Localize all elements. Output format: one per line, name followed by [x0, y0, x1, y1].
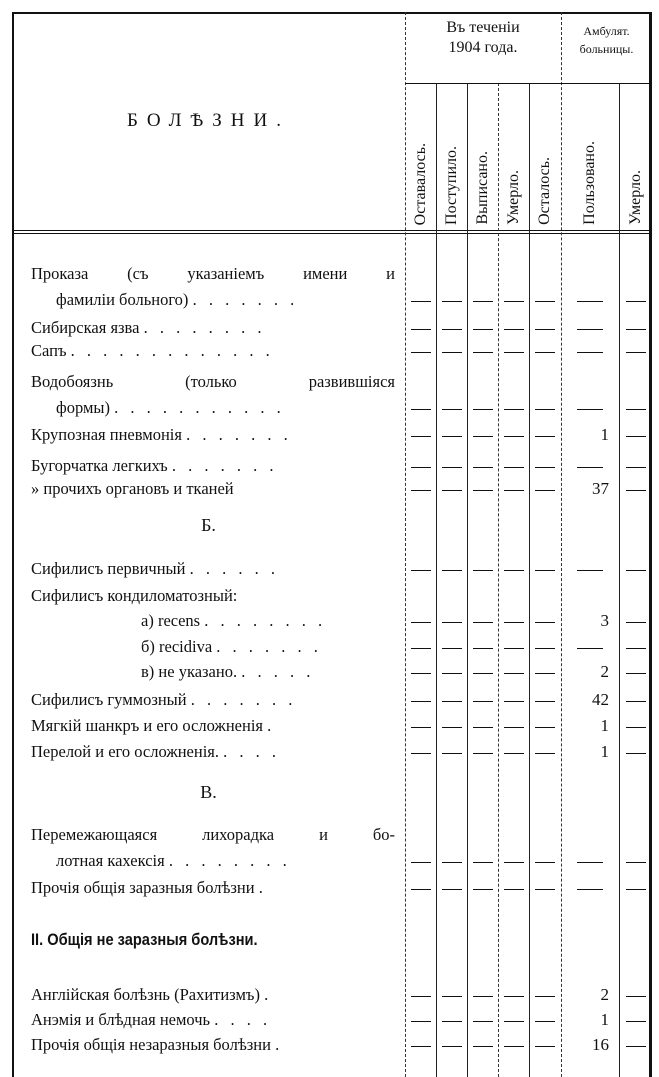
- column-header: Поступило.: [442, 146, 460, 225]
- row-value: [467, 1033, 498, 1056]
- row-value: [405, 660, 436, 683]
- row-value: 2: [600, 662, 609, 681]
- row-label: а) recens . . . . . . . .: [141, 611, 327, 630]
- column-header: Осталось.: [535, 157, 553, 225]
- row-label: Прочія общія заразныя болѣзни .: [31, 878, 267, 897]
- row-value: [467, 609, 498, 632]
- row-value: [405, 477, 436, 500]
- row-label: Сифилисъ первичный . . . . . .: [31, 559, 279, 578]
- column-header: Оставалось.: [411, 142, 429, 225]
- table-row: [0, 714, 659, 737]
- section-heading-b: Б.: [201, 515, 216, 535]
- row-value: [405, 609, 436, 632]
- row-value: [619, 983, 652, 1006]
- row-value: [529, 423, 561, 446]
- row-value: [619, 339, 652, 362]
- header-subdivider: [405, 83, 652, 84]
- row-value: [498, 983, 529, 1006]
- row-value: [436, 688, 467, 711]
- group-header-year: [405, 18, 561, 58]
- row-value: [467, 876, 498, 899]
- row-value: [467, 288, 498, 311]
- row-value: [498, 316, 529, 339]
- row-value: [405, 983, 436, 1006]
- row-value: [529, 288, 561, 311]
- row-value: [467, 740, 498, 763]
- row-label: фамиліи больного) . . . . . . .: [56, 290, 299, 309]
- row-value: [529, 609, 561, 632]
- row-value: [498, 688, 529, 711]
- row-value: [405, 396, 436, 419]
- row-value: [436, 609, 467, 632]
- row-label: Крупозная пневмонія . . . . . . .: [31, 425, 292, 444]
- row-value: [619, 688, 652, 711]
- row-value: [619, 584, 652, 607]
- row-value: [436, 584, 467, 607]
- row-value: 1: [600, 1010, 609, 1029]
- table-row: [0, 339, 659, 362]
- row-value: [619, 396, 652, 419]
- table-row: [0, 288, 659, 311]
- table-row-label-line: [0, 262, 659, 285]
- row-value: [467, 477, 498, 500]
- row-label: Сибирская язва . . . . . . . .: [31, 318, 266, 337]
- row-value: [529, 1008, 561, 1031]
- row-value: [405, 1008, 436, 1031]
- row-value: 1: [600, 742, 609, 761]
- row-value: [436, 714, 467, 737]
- table-row: [0, 1008, 659, 1031]
- table-row: [0, 849, 659, 872]
- row-value: [405, 876, 436, 899]
- row-value: [529, 396, 561, 419]
- row-value: [498, 635, 529, 658]
- row-value: [498, 557, 529, 580]
- row-value: [467, 339, 498, 362]
- row-value: [498, 454, 529, 477]
- table-row-label-line: [0, 823, 659, 846]
- row-value: [467, 557, 498, 580]
- row-value: [405, 423, 436, 446]
- row-value: [619, 316, 652, 339]
- row-label: лотная кахексія . . . . . . . .: [56, 851, 291, 870]
- section-heading-ii: II. Общія не заразныя болѣзни.: [31, 930, 258, 949]
- group-header-ambulatory: [561, 22, 652, 58]
- row-label: Анэмія и блѣдная немочь . . . .: [31, 1010, 272, 1029]
- row-value: [529, 1033, 561, 1056]
- row-value: [405, 288, 436, 311]
- table-row: [0, 740, 659, 763]
- row-value: [498, 288, 529, 311]
- row-value: [529, 876, 561, 899]
- row-value: [467, 688, 498, 711]
- row-value: [498, 423, 529, 446]
- row-value: [561, 876, 619, 899]
- row-label: Перелой и его осложненія. . . . .: [31, 742, 281, 761]
- table-row: [0, 609, 659, 632]
- row-value: 2: [600, 985, 609, 1004]
- row-value: [467, 849, 498, 872]
- row-value: [405, 316, 436, 339]
- row-value: [498, 740, 529, 763]
- row-value: [436, 660, 467, 683]
- row-value: [529, 454, 561, 477]
- row-value: [619, 423, 652, 446]
- row-label: » прочихъ органовъ и тканей: [31, 479, 234, 498]
- row-label: формы) . . . . . . . . . . .: [56, 398, 285, 417]
- row-label: Проказа (съ указаніемъ имени и: [31, 264, 395, 283]
- row-value: [529, 316, 561, 339]
- row-value: [561, 316, 619, 339]
- row-value: [436, 849, 467, 872]
- group-header-line: Амбулят.: [583, 24, 630, 38]
- row-value: [467, 714, 498, 737]
- row-value: [405, 849, 436, 872]
- row-value: [619, 609, 652, 632]
- row-value: [561, 454, 619, 477]
- row-label: Прочія общія незаразныя болѣзни .: [31, 1035, 284, 1054]
- row-value: [498, 1033, 529, 1056]
- table-row-label-line: [0, 370, 659, 393]
- row-value: [405, 688, 436, 711]
- row-value: [619, 714, 652, 737]
- row-value: [619, 1033, 652, 1056]
- row-value: [467, 635, 498, 658]
- row-value: [561, 339, 619, 362]
- row-value: [498, 477, 529, 500]
- row-value: [405, 714, 436, 737]
- row-value: 37: [592, 479, 609, 498]
- row-value: [619, 876, 652, 899]
- table-row: [0, 876, 659, 899]
- row-value: [467, 660, 498, 683]
- row-value: [561, 288, 619, 311]
- row-value: [561, 396, 619, 419]
- row-label: Сифилисъ кондиломатозный:: [31, 586, 238, 605]
- row-label: Сапъ . . . . . . . . . . . . .: [31, 341, 274, 360]
- table-row: [0, 688, 659, 711]
- page-title: БОЛѢЗНИ.: [127, 110, 290, 131]
- row-label: Мягкій шанкръ и его осложненія .: [31, 716, 276, 735]
- row-value: [436, 396, 467, 419]
- row-value: [498, 1008, 529, 1031]
- row-value: [498, 714, 529, 737]
- row-value: [467, 396, 498, 419]
- group-header-line: Въ теченіи: [446, 19, 520, 36]
- row-value: [436, 423, 467, 446]
- table-row: [0, 1033, 659, 1056]
- row-value: [619, 740, 652, 763]
- row-label: в) не указано. . . . . .: [141, 662, 315, 681]
- row-value: [436, 477, 467, 500]
- row-label: Сифилисъ гуммозный . . . . . . .: [31, 690, 297, 709]
- row-value: [467, 584, 498, 607]
- row-value: [561, 557, 619, 580]
- row-value: [529, 849, 561, 872]
- row-value: [436, 983, 467, 1006]
- row-value: [405, 740, 436, 763]
- row-value: [561, 635, 619, 658]
- group-header-line: 1904 года.: [448, 39, 518, 56]
- row-value: 1: [600, 425, 609, 444]
- row-value: 3: [600, 611, 609, 630]
- row-value: [467, 1008, 498, 1031]
- row-value: [405, 454, 436, 477]
- row-value: [561, 584, 619, 607]
- row-value: [436, 339, 467, 362]
- row-value: [619, 477, 652, 500]
- table-row: [0, 423, 659, 446]
- row-value: [436, 740, 467, 763]
- column-header: Пользовано.: [581, 141, 598, 225]
- row-value: [467, 423, 498, 446]
- row-value: [498, 660, 529, 683]
- table-row: [0, 557, 659, 580]
- row-value: [498, 396, 529, 419]
- column-divider: [436, 83, 437, 1077]
- row-value: [436, 635, 467, 658]
- table-row: [0, 477, 659, 500]
- row-label: Перемежающаяся лихорадка и бо-: [31, 825, 395, 844]
- row-value: [467, 454, 498, 477]
- table-row: [0, 316, 659, 339]
- row-value: [405, 557, 436, 580]
- column-header: Выписано.: [473, 151, 491, 225]
- row-label: Водобоязнь (только развившіяся: [31, 372, 395, 391]
- row-value: [619, 660, 652, 683]
- table-row: [0, 584, 659, 607]
- row-value: [436, 1033, 467, 1056]
- section-heading-v: В.: [200, 782, 217, 802]
- row-value: 1: [600, 716, 609, 735]
- row-value: [529, 557, 561, 580]
- row-value: [405, 635, 436, 658]
- row-value: [405, 584, 436, 607]
- row-value: [498, 609, 529, 632]
- row-value: [529, 688, 561, 711]
- row-value: [405, 1033, 436, 1056]
- row-value: [436, 316, 467, 339]
- row-label: Бугорчатка легкихъ . . . . . . .: [31, 456, 278, 475]
- row-value: [529, 339, 561, 362]
- row-value: [619, 288, 652, 311]
- row-value: [498, 849, 529, 872]
- row-value: [498, 876, 529, 899]
- row-value: [619, 849, 652, 872]
- row-label: Англійская болѣзнь (Рахитизмъ) .: [31, 985, 273, 1004]
- row-value: [436, 1008, 467, 1031]
- row-value: [529, 660, 561, 683]
- table-row: [0, 396, 659, 419]
- group-header-line: больницы.: [579, 42, 634, 56]
- column-divider: [498, 83, 499, 1077]
- table-row: [0, 454, 659, 477]
- row-value: [436, 288, 467, 311]
- table-row: [0, 983, 659, 1006]
- row-value: [436, 557, 467, 580]
- column-divider: [619, 83, 620, 1077]
- row-value: [498, 339, 529, 362]
- row-value: [619, 557, 652, 580]
- row-label: б) recidiva . . . . . . .: [141, 637, 322, 656]
- column-divider: [529, 83, 530, 1077]
- row-value: [467, 316, 498, 339]
- row-value: [436, 454, 467, 477]
- table-row: [0, 660, 659, 683]
- row-value: [436, 876, 467, 899]
- column-divider: [467, 83, 468, 1077]
- row-value: [529, 983, 561, 1006]
- row-value: [467, 983, 498, 1006]
- row-value: [561, 849, 619, 872]
- row-value: [529, 635, 561, 658]
- row-value: [619, 635, 652, 658]
- row-value: [498, 584, 529, 607]
- row-value: [405, 339, 436, 362]
- column-header: Умерло.: [504, 170, 522, 225]
- row-value: [529, 584, 561, 607]
- row-value: [619, 1008, 652, 1031]
- header-divider: [12, 230, 652, 234]
- row-value: [529, 740, 561, 763]
- column-header: Умерло.: [626, 170, 644, 225]
- row-value: [529, 714, 561, 737]
- table-row: [0, 635, 659, 658]
- row-value: 42: [592, 690, 609, 709]
- row-value: [529, 477, 561, 500]
- row-value: 16: [592, 1035, 609, 1054]
- row-value: [619, 454, 652, 477]
